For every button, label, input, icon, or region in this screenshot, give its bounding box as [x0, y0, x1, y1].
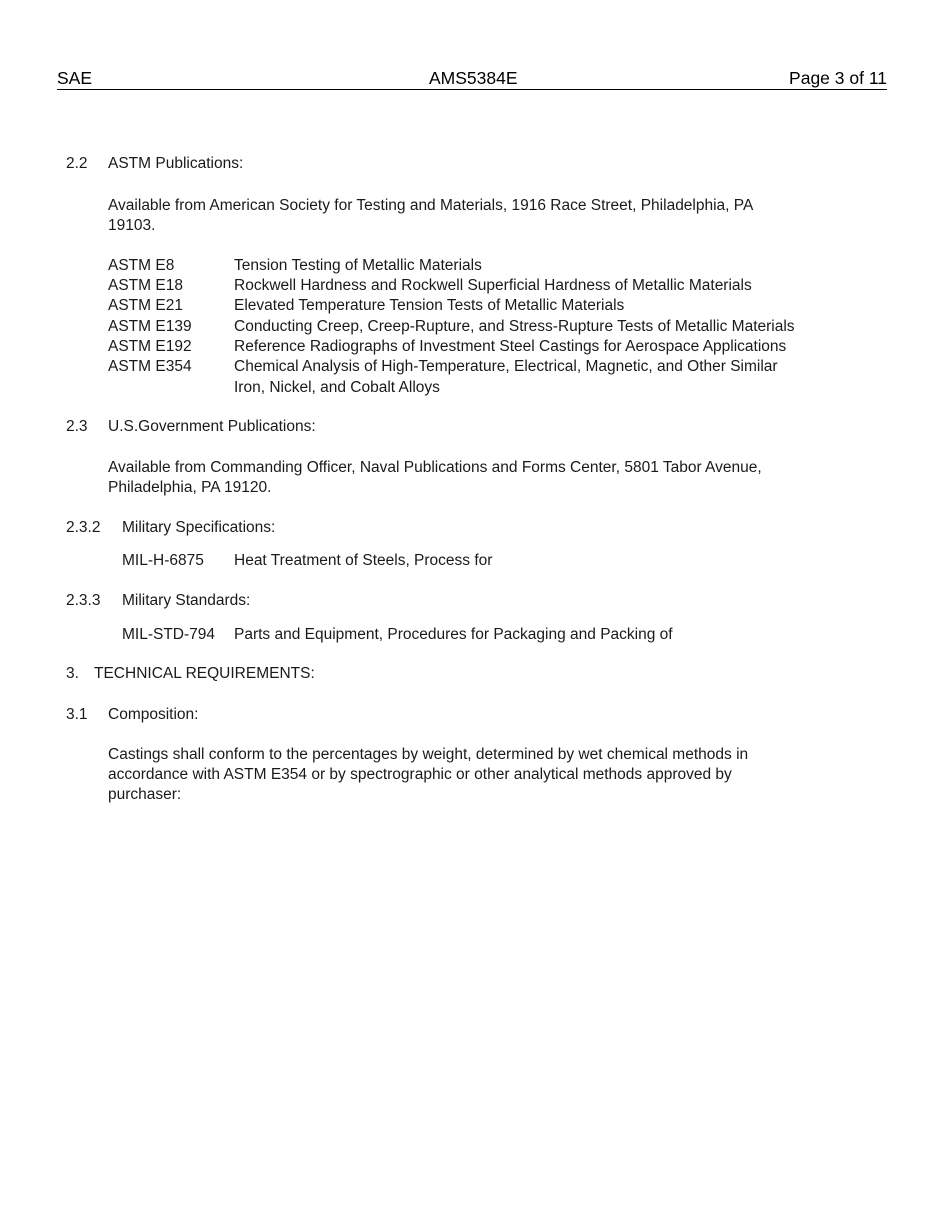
section-title-technical-requirements: TECHNICAL REQUIREMENTS:	[94, 665, 315, 682]
ref-code: ASTM E21	[108, 297, 183, 314]
ref-title-continued: Iron, Nickel, and Cobalt Alloys	[234, 379, 440, 396]
ref-title: Conducting Creep, Creep-Rupture, and Stress-Rupture Tests of Metallic Materials	[234, 318, 795, 335]
ref-title: Chemical Analysis of High-Temperature, Electrical, Magnetic, and Other Similar	[234, 358, 778, 375]
section-number-3-1: 3.1	[66, 706, 88, 723]
ref-title: Elevated Temperature Tension Tests of Metallic Materials	[234, 297, 625, 314]
ref-code: ASTM E354	[108, 358, 192, 375]
section-title-mil-specs: Military Specifications:	[122, 519, 276, 536]
header-org: SAE	[57, 68, 93, 88]
header-doc-number: AMS5384E	[429, 68, 518, 88]
gov-availability-line-1: Available from Commanding Officer, Naval Publications and Forms Center, 5801 Tabor Avenue,	[108, 459, 762, 476]
ref-title: Tension Testing of Metallic Materials	[234, 257, 482, 274]
section-title-astm: ASTM Publications:	[108, 155, 244, 172]
section-number-2-2: 2.2	[66, 155, 88, 172]
section-number-2-3-2: 2.3.2	[66, 519, 101, 536]
section-title-composition: Composition:	[108, 706, 199, 723]
ref-title: Rockwell Hardness and Rockwell Superficial Hardness of Metallic Materials	[234, 277, 752, 294]
section-number-2-3-3: 2.3.3	[66, 592, 101, 609]
section-title-us-gov: U.S.Government Publications:	[108, 418, 316, 435]
header-page-number: Page 3 of 11	[789, 68, 887, 88]
composition-text-line-3: purchaser:	[108, 786, 182, 803]
ref-code: ASTM E192	[108, 338, 192, 355]
composition-text-line-1: Castings shall conform to the percentages by weight, determined by wet chemical methods in	[108, 746, 749, 763]
ref-title: Reference Radiographs of Investment Steel Castings for Aerospace Applications	[234, 338, 787, 355]
section-number-2-3: 2.3	[66, 418, 88, 435]
mil-spec-title: Heat Treatment of Steels, Process for	[234, 552, 493, 569]
section-title-mil-standards: Military Standards:	[122, 592, 251, 609]
astm-availability-line-1: Available from American Society for Testing and Materials, 1916 Race Street, Philadelphia, PA	[108, 197, 754, 214]
ref-code: ASTM E18	[108, 277, 183, 294]
page-header	[57, 68, 887, 90]
composition-text-line-2: accordance with ASTM E354 or by spectrographic or other analytical methods approved by	[108, 766, 732, 783]
gov-availability-line-2: Philadelphia, PA 19120.	[108, 479, 272, 496]
mil-spec-code: MIL-H-6875	[122, 552, 204, 569]
mil-std-title: Parts and Equipment, Procedures for Packaging and Packing of	[234, 626, 673, 643]
ref-code: ASTM E8	[108, 257, 175, 274]
section-number-3: 3.	[66, 665, 79, 682]
mil-std-code: MIL-STD-794	[122, 626, 216, 643]
astm-availability-line-2: 19103.	[108, 217, 156, 234]
ref-code: ASTM E139	[108, 318, 192, 335]
